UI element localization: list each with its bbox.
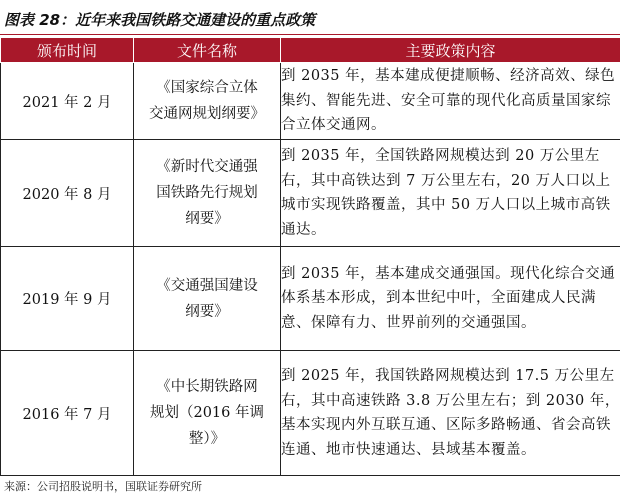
table-row xyxy=(1,351,620,476)
policy-content: 到 2035 年，基本建成便捷顺畅、经济高效、绿色集约、智能先进、安全可靠的现代化高质量国家综合立体交通网。 xyxy=(281,63,620,140)
source-note: 来源：公司招股说明书，国联证券研究所 xyxy=(4,480,202,493)
document-name xyxy=(134,351,281,476)
document-name-line: 《中长期铁路网 xyxy=(156,379,258,395)
document-name xyxy=(134,63,281,140)
document-name-line: 《交通强国建设 xyxy=(156,277,258,294)
header-document-name: 文件名称 xyxy=(134,38,281,63)
issue-date: 2020 年 8 月 xyxy=(1,140,134,247)
issue-date: 2021 年 2 月 xyxy=(1,63,134,140)
header-date: 颁布时间 xyxy=(1,38,134,63)
title-rule xyxy=(0,34,620,35)
issue-date: 2016 年 7 月 xyxy=(1,351,134,476)
document-name xyxy=(134,140,281,247)
policy-content: 到 2025 年，我国铁路网规模达到 17.5 万公里左右，其中高速铁路 3.8 万公里左右；到 2030 年，基本实现内外互联互通、区际多路畅通、省会高铁连通、地市快速通达、县域基本覆盖。 xyxy=(281,351,620,476)
document-name xyxy=(134,247,281,351)
policy-table xyxy=(0,37,620,476)
header-policy-content: 主要政策内容 xyxy=(281,38,620,63)
figure-title: 图表 28：近年来我国铁路交通建设的重点政策 xyxy=(4,11,316,29)
policy-content: 到 2035 年，全国铁路网规模达到 20 万公里左右，其中高铁达到 7 万公里左右，20 万人口以上城市实现铁路覆盖，其中 50 万人口以上城市高铁通达。 xyxy=(281,140,620,247)
document-name-line: 纲要》 xyxy=(185,303,229,320)
document-name-line: 《新时代交通强 xyxy=(156,159,258,175)
document-name-line: 纲要》 xyxy=(185,211,229,227)
document-name-line: 规划（2016 年调 xyxy=(149,405,264,421)
policy-content: 到 2035 年，基本建成交通强国。现代化综合交通体系基本形成，到本世纪中叶，全面建成人民满意、保障有力、世界前列的交通强国。 xyxy=(281,247,620,351)
table-header-row xyxy=(1,38,620,63)
document-name-line: 《国家综合立体 xyxy=(156,80,258,96)
document-name-line: 交通网规划纲要》 xyxy=(149,106,265,122)
table-row xyxy=(1,63,620,140)
document-name-line: 整）》 xyxy=(188,431,226,447)
document-name-line: 国铁路先行规划 xyxy=(156,185,258,201)
issue-date: 2019 年 9 月 xyxy=(1,247,134,351)
table-row xyxy=(1,140,620,247)
table-row xyxy=(1,247,620,351)
